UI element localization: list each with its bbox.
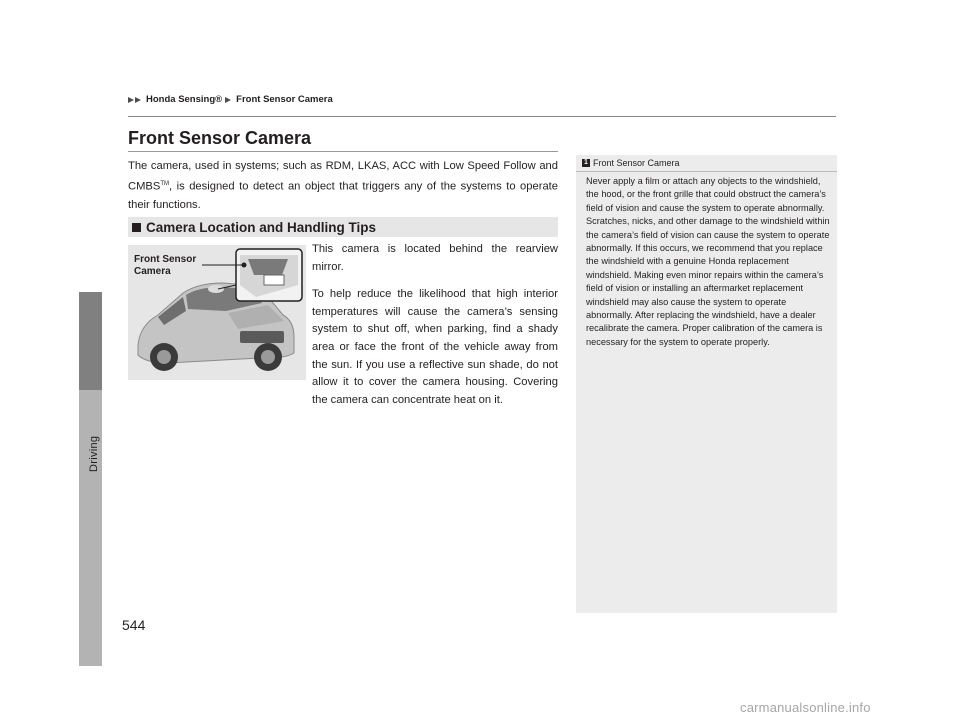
- note-divider: [576, 171, 837, 172]
- intro-text-2: , is designed to detect an object that triggers any of the systems to operate their functions.: [128, 180, 558, 211]
- intro-text-1: The camera, used in systems; such as RDM, LKAS, ACC with Low Speed Follow and CMBS: [128, 160, 558, 193]
- note-header: [582, 158, 680, 168]
- breadcrumb-arrow-icon: [225, 97, 231, 103]
- figure-label: Front Sensor Camera: [134, 254, 197, 277]
- note-sidebar: [576, 155, 837, 613]
- trademark-mark: TM: [160, 181, 169, 187]
- note-reference-icon: 1: [582, 159, 590, 167]
- note-text: Never apply a film or attach any objects to the windshield, the hood, or the front grille that could obstruct the camera’s field of vision and cause the system to operate abnormally. Scratches, nicks, and other damage to the windshield within the camera’s field of vision can cause the system to operate abnormally. If this occurs, we recommend that you replace the windshield with a genuine Honda replacement windshield. Making even minor repairs within the camera’s field of vision or installing an aftermarket replacement windshield may also cause the system to operate abnormally. After replacing the windshield, have a dealer recalibrate the camera. Proper calibration of the camera is necessary for the system to operate properly.: [586, 176, 830, 347]
- page-title: Front Sensor Camera: [128, 128, 312, 148]
- body-paragraph-2: To help reduce the likelihood that high interior temperatures will cause the camera’s sensing system to shut off, when parking, find a shady area or face the front of the vehicle away from the sun. If you use a reflective sun shade, do not allow it to cover the camera housing. Covering the camera can concentrate heat on it.: [312, 288, 558, 406]
- intro-paragraph: [128, 157, 558, 214]
- breadcrumb-item-honda-sensing[interactable]: Honda Sensing®: [146, 94, 223, 105]
- camera-location-figure: [128, 245, 306, 380]
- breadcrumb-item-front-sensor-camera[interactable]: Front Sensor Camera: [236, 94, 333, 105]
- note-title: Front Sensor Camera: [593, 158, 680, 168]
- subheading-square-icon: [132, 223, 141, 232]
- subheading-text: Camera Location and Handling Tips: [146, 219, 377, 235]
- title-divider: [128, 151, 558, 152]
- subheading-bar: [128, 217, 558, 237]
- section-tab-marker: [79, 292, 102, 390]
- section-tab-label: Driving: [88, 435, 100, 472]
- body-paragraph-1: This camera is located behind the rearview mirror.: [312, 243, 558, 273]
- breadcrumb: [128, 94, 333, 105]
- body-text: [312, 241, 558, 419]
- section-tab: [79, 292, 102, 666]
- page-number: 544: [122, 617, 146, 633]
- watermark: carmanualsonline.info: [740, 700, 871, 715]
- breadcrumb-arrow-icon: [128, 97, 141, 103]
- header-divider: [128, 116, 836, 117]
